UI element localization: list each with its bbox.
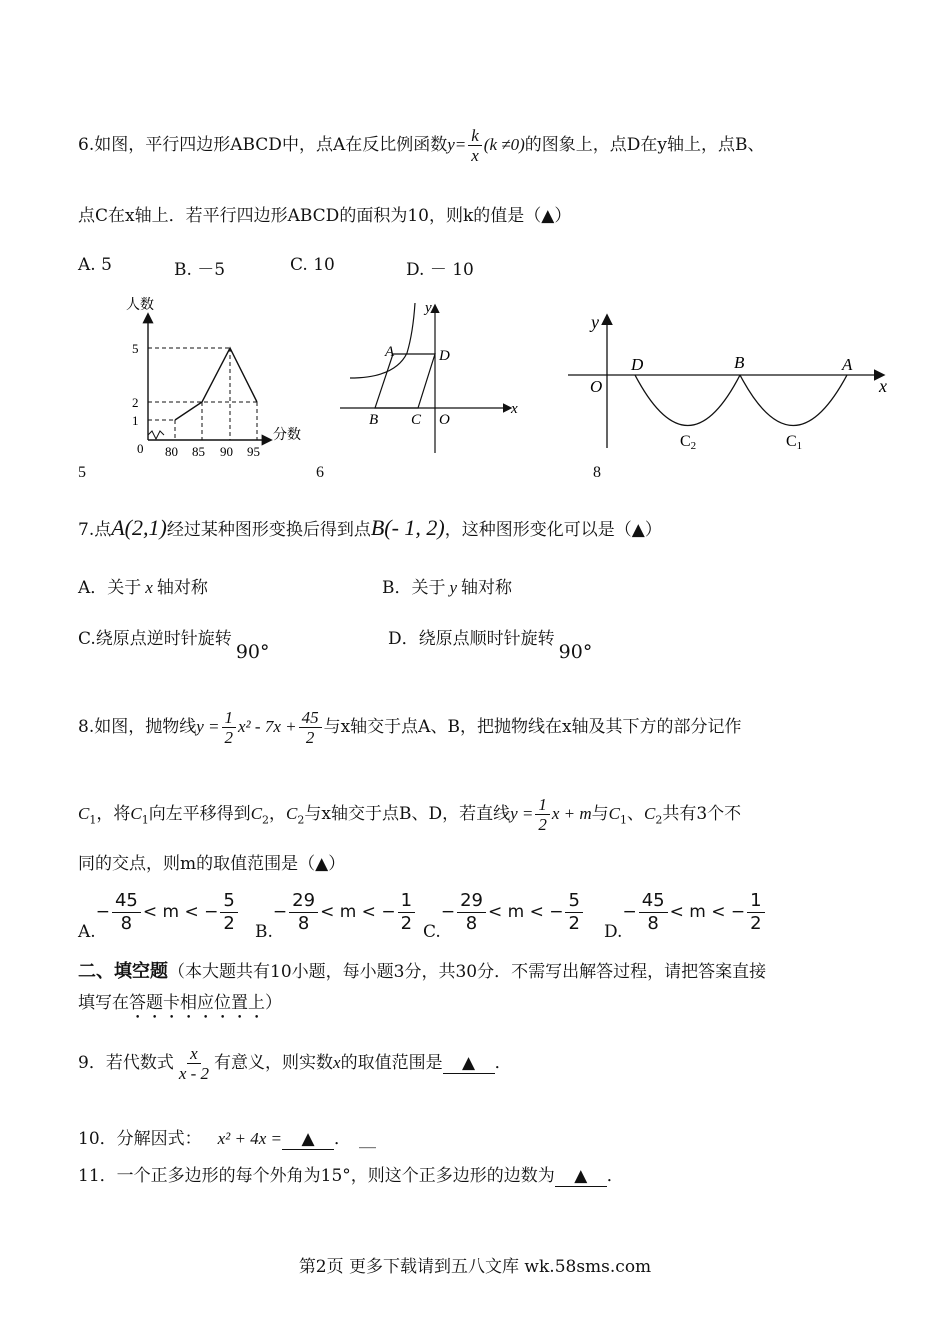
figure-label: B: [734, 353, 745, 372]
fig6-hyperbola: [350, 303, 415, 378]
fig6-parallelogram: [375, 354, 435, 408]
figure-label: D: [631, 355, 644, 374]
q8-line-slope: $\frac{1}{2}$: [535, 795, 550, 834]
q6-line2: 点C在x轴上．若平行四边形ABCD的面积为10，则k的值是（▲）: [78, 206, 572, 226]
figure-label: D: [439, 348, 450, 364]
q6-text: 6.如图，平行四边形ABCD中，点A在反比例函数: [78, 135, 448, 155]
figure-label: C2: [680, 433, 697, 452]
q6-func-cond: (k ≠0): [483, 135, 525, 154]
q11-answer-blank: ▲: [555, 1166, 607, 1187]
figure-5-chart: [120, 295, 315, 465]
fig5-axis-break: [148, 431, 164, 439]
q6-func-den: x: [471, 146, 479, 165]
fig5-ylabel: 人数: [126, 298, 154, 313]
fig8-number: 8: [593, 464, 601, 481]
q7-point-a: A(2,1): [111, 515, 167, 540]
q6-func-num: k: [468, 126, 482, 146]
q8-eq-const: $\frac{45}{2}$: [299, 708, 322, 747]
q8-choice-a: A.− $\frac{45}{8}$ < m < − $\frac{5}{2}$: [78, 890, 240, 935]
q7-point-b: B(- 1, 2): [370, 515, 445, 540]
q8-line2: $C_1$，将$C_1$向左平移得到$C_2$，$C_2$与x轴交于点B、D，若直线y = $\frac{1}{2}$ x + m与$C_1$、$C_2$共有3个不: [78, 795, 742, 834]
fig5-data-line: [175, 348, 257, 420]
figure-label: B: [369, 412, 379, 428]
q6-choice-a: A. 5: [78, 255, 112, 275]
figure-label: y: [591, 312, 599, 332]
q8-line3: 同的交点，则m的取值范围是（▲）: [78, 854, 346, 874]
q8-eq-half: $\frac{1}{2}$: [222, 708, 237, 747]
q8-choice-b: B.− $\frac{29}{8}$ < m < − $\frac{1}{2}$: [255, 890, 417, 935]
figure-label: O: [439, 412, 450, 428]
fig5-xlabel: 分数: [273, 428, 301, 443]
q11-line: 11．一个正多边形的每个外角为15°，则这个正多边形的边数为 ▲ ．: [78, 1166, 624, 1186]
figure-8-diagram: [565, 308, 895, 458]
q6-choice-c: C. 10: [290, 255, 335, 275]
fig8-curve-c1: [740, 375, 847, 426]
q7-choice-c: C.绕原点逆时针旋转90°: [78, 629, 270, 663]
figure-label: C: [411, 412, 422, 428]
fig5-xtick: 95: [247, 444, 260, 459]
q7-choice-a: A．关于 x 轴对称: [78, 578, 208, 598]
section2-line2: 填写在答题卡相应位置上）: [78, 993, 282, 1013]
q7-line1: 7.点A(2,1)经过某种图形变换后得到点B(- 1, 2)，这种图形变化可以是（▲）: [78, 515, 662, 540]
figure-label: x: [879, 376, 887, 396]
q10-line: 10．分解因式： x² + 4x = ▲ ． __: [78, 1129, 377, 1149]
fig5-origin: 0: [137, 441, 144, 456]
figure-label: C1: [786, 433, 803, 452]
q6-line1: [78, 126, 764, 165]
fig5-xtick: 85: [192, 444, 205, 459]
figure-label: A: [842, 355, 853, 374]
fig5-xtick: 90: [220, 444, 233, 459]
q7-choice-d: D．绕原点顺时针旋转90°: [388, 629, 593, 663]
q6-choice-d: D. － 10: [406, 260, 474, 280]
section2-header: 二、填空题（本大题共有10小题，每小题3分，共30分．不需写出解答过程，请把答案直接: [78, 961, 767, 982]
q8-choice-c: C.− $\frac{29}{8}$ < m < − $\frac{5}{2}$: [423, 890, 585, 935]
q10-answer-blank: ▲: [282, 1129, 334, 1150]
q6-func-lhs: y=: [447, 135, 467, 154]
q9-line: 9．若代数式 $\frac{x}{x - 2}$ 有意义，则实数x的取值范围是 ▲ ．: [78, 1044, 512, 1083]
fig6-number: 6: [316, 464, 324, 481]
q6-text-b: 的图象上，点D在y轴上，点B、: [524, 135, 765, 155]
figure-6-diagram: [335, 298, 535, 458]
figure-label: A: [385, 344, 395, 360]
q8-choice-d: D.− $\frac{45}{8}$ < m < − $\frac{1}{2}$: [604, 890, 767, 935]
fig5-xtick: 80: [165, 444, 178, 459]
figure-label: x: [511, 401, 518, 417]
fig5-ytick: 5: [132, 341, 139, 356]
page-footer: 第2页 更多下载请到五八文库 wk.58sms.com: [298, 1257, 652, 1277]
q6-func-fraction: [468, 126, 482, 165]
q7-choice-b: B．关于 y 轴对称: [382, 578, 513, 598]
fig8-curve-c2: [635, 375, 740, 426]
fig5-ytick: 1: [132, 413, 139, 428]
figure-label: y: [425, 300, 432, 316]
q8-line1: 8.如图，抛物线y = $\frac{1}{2}$ x² - 7x + $\frac{45}{2}$ 与x轴交于点A、B，把抛物线在x轴及其下方的部分记作: [78, 708, 742, 747]
fig5-number: 5: [78, 464, 86, 481]
figure-label: O: [590, 377, 603, 396]
section2-title: 二、填空题: [78, 961, 168, 982]
q6-choice-b: B. －5: [174, 260, 226, 280]
q9-fraction: $\frac{x}{x - 2}$: [178, 1044, 210, 1083]
fig5-ytick: 2: [132, 395, 139, 410]
q9-answer-blank: ▲: [443, 1053, 495, 1074]
